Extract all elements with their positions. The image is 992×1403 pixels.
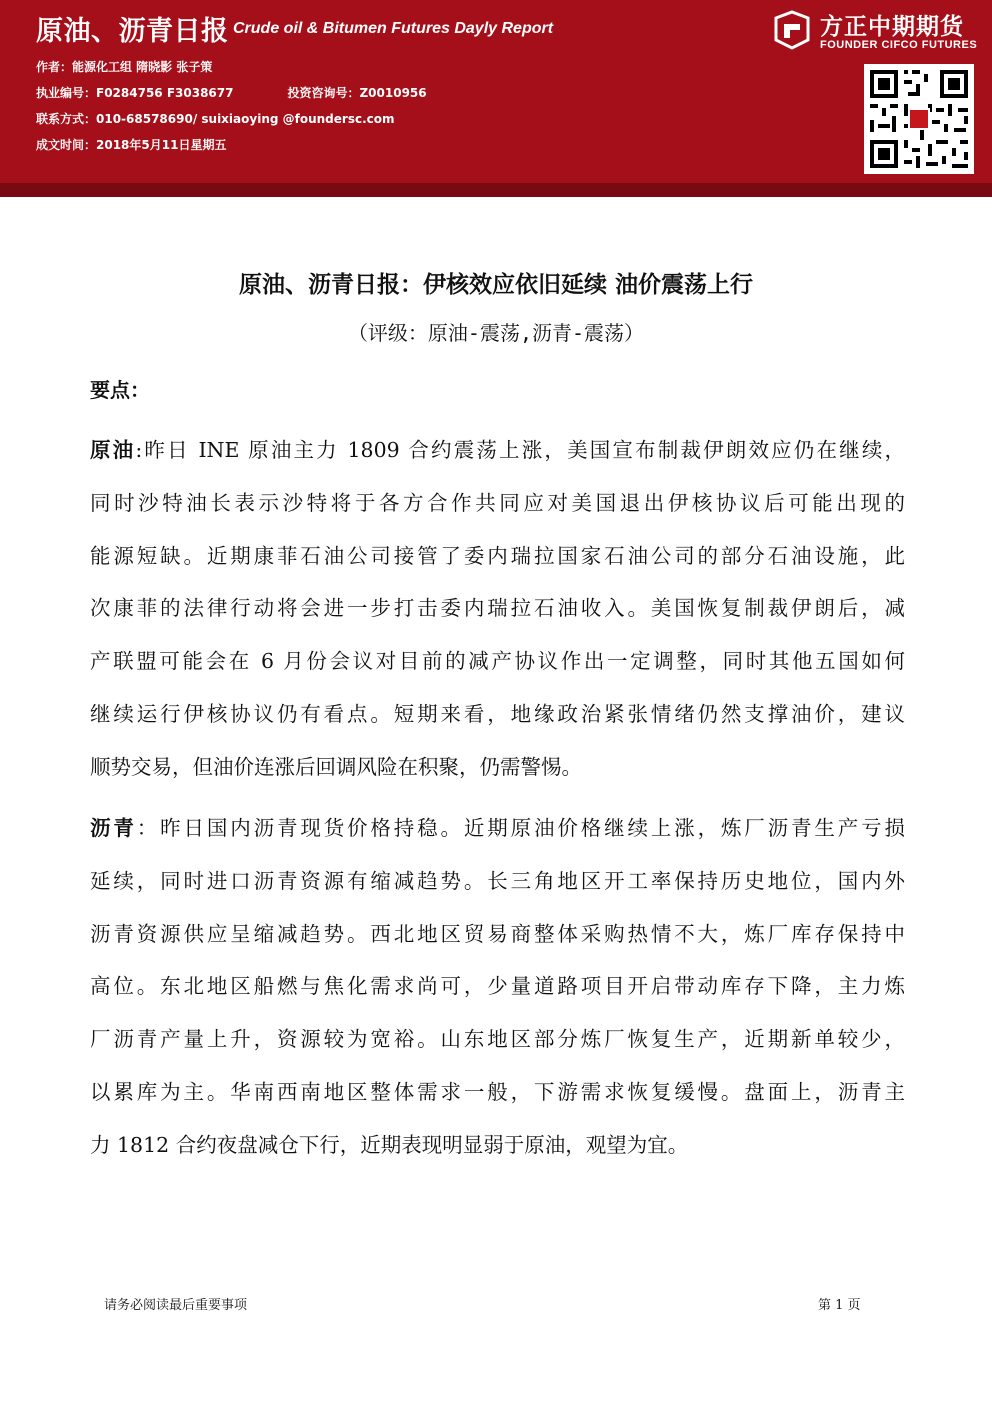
license-line <box>36 84 441 101</box>
contact-line: 联系方式：010-68578690/ suixiaoying @foundersc.com <box>36 112 395 126</box>
qr-code-icon <box>864 64 974 174</box>
keypoints-heading: 要点： <box>90 378 150 402</box>
paragraph-line: 力 1812 合约夜盘减仓下行，近期表现明显弱于原油，观望为宜。 <box>90 1132 689 1157</box>
paragraph-line <box>90 424 905 477</box>
license-numbers: 执业编号：F0284756 F3038677 <box>36 86 234 100</box>
crude-oil-lead: 原油 <box>90 438 136 462</box>
header-stripe <box>0 183 992 197</box>
paragraph-line: 延续，同时进口沥青资源有缩减趋势。长三角地区开工率保持历史地位，国内外 <box>90 868 905 893</box>
consult-number: 投资咨询号：Z0010956 <box>287 86 427 100</box>
paragraph-line: 次康菲的法律行动将会进一步打击委内瑞拉石油收入。美国恢复制裁伊朗后，减 <box>90 596 905 621</box>
founder-logo-icon <box>772 10 812 50</box>
paragraph-line: 沥青资源供应呈缩减趋势。西北地区贸易商整体采购热情不大，炼厂库存保持中 <box>90 921 905 946</box>
header-title: 原油、沥青日报 <box>36 16 229 47</box>
paragraph-line: 能源短缺。近期康菲石油公司接管了委内瑞拉国家石油公司的部分石油设施，此 <box>90 543 905 568</box>
paragraph-line: 同时沙特油长表示沙特将于各方合作共同应对美国退出伊核协议后可能出现的 <box>90 490 905 515</box>
company-logo <box>772 8 978 56</box>
paragraph-line <box>90 802 905 855</box>
report-rating: （评级：原油-震荡,沥青-震荡） <box>347 321 645 345</box>
paragraph-line: 高位。东北地区船燃与焦化需求尚可，少量道路项目开启带动库存下降，主力炼 <box>90 974 905 999</box>
paragraph-line: 继续运行伊核协议仍有看点。短期来看，地缘政治紧张情绪仍然支撑油价，建议 <box>90 701 905 726</box>
logo-text-cn: 方正中期期货 <box>820 14 964 40</box>
paragraph-line: 产联盟可能会在 6 月份会议对目前的减产协议作出一定调整，同时其他五国如何 <box>90 649 905 674</box>
report-title: 原油、沥青日报：伊核效应依旧延续 油价震荡上行 <box>238 272 753 298</box>
qr-code <box>864 64 974 174</box>
header-band <box>0 0 992 183</box>
date-line: 成文时间：2018年5月11日星期五 <box>36 138 227 152</box>
crude-oil-paragraph <box>90 424 905 794</box>
author-line: 作者：能源化工组 隋晓影 张子策 <box>36 60 213 74</box>
paragraph-line: 厂沥青产量上升，资源较为宽裕。山东地区部分炼厂恢复生产，近期新单较少， <box>90 1027 905 1052</box>
logo-text-en: FOUNDER CIFCO FUTURES <box>820 39 978 51</box>
paragraph-line: 以累库为主。华南西南地区整体需求一般，下游需求恢复缓慢。盘面上，沥青主 <box>90 1079 905 1104</box>
line-text: ：昨日国内沥青现货价格持稳。近期原油价格继续上涨，炼厂沥青生产亏损 <box>136 816 906 840</box>
line-text: :昨日 INE 原油主力 1809 合约震荡上涨，美国宣布制裁伊朗效应仍在继续， <box>135 438 905 462</box>
header-title-en: Crude oil & Bitumen Futures Dayly Report <box>233 20 554 37</box>
paragraph-line: 顺势交易，但油价连涨后回调风险在积聚，仍需警惕。 <box>90 754 582 779</box>
page-number: 第 1 页 <box>818 1298 861 1313</box>
footer-notice: 请务必阅读最后重要事项 <box>104 1298 248 1313</box>
bitumen-paragraph <box>90 802 905 1172</box>
bitumen-lead: 沥青 <box>90 816 137 840</box>
